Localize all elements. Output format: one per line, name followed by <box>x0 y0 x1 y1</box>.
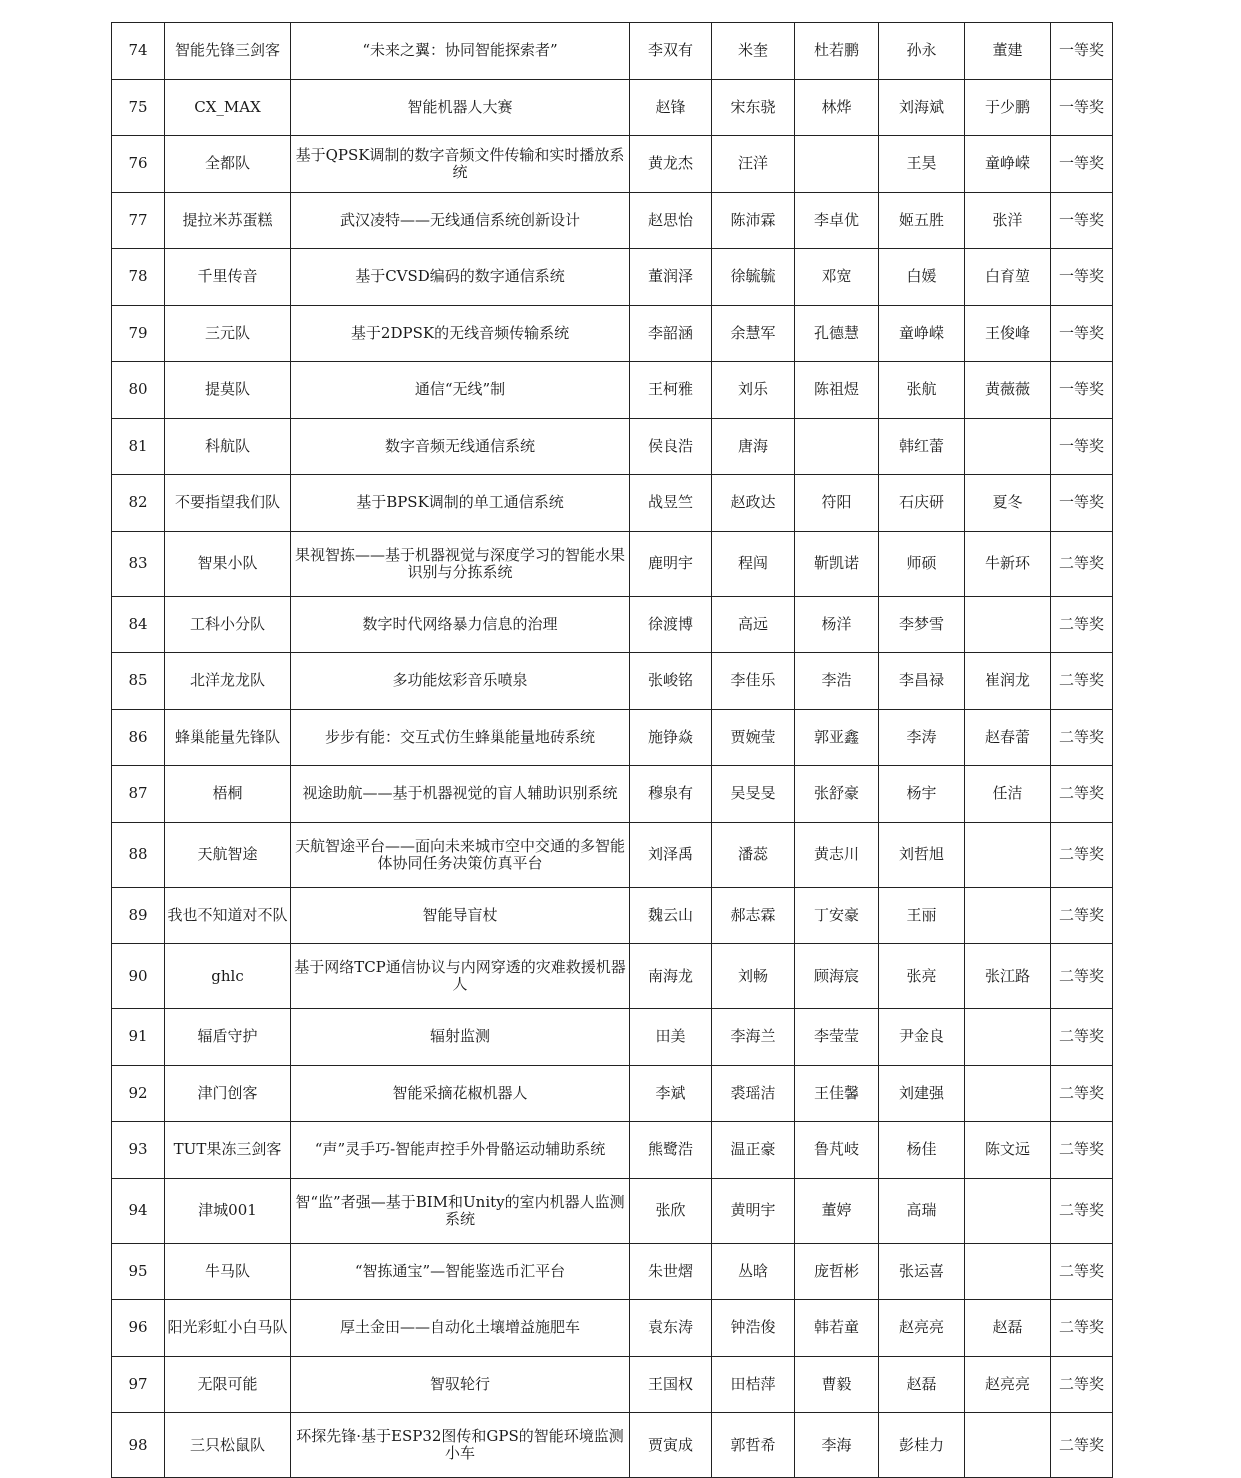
row-number: 90 <box>112 944 165 1009</box>
table-row <box>112 1413 1113 1478</box>
member-1: 王国权 <box>630 1356 712 1413</box>
row-number: 82 <box>112 475 165 532</box>
award-level: 一等奖 <box>1051 418 1113 475</box>
team-name: 提莫队 <box>165 362 291 419</box>
team-name: 全都队 <box>165 136 291 193</box>
team-name: 三元队 <box>165 305 291 362</box>
award-level: 一等奖 <box>1051 249 1113 306</box>
row-number: 88 <box>112 822 165 887</box>
member-2: 郝志霖 <box>712 887 795 944</box>
member-1: 王柯雅 <box>630 362 712 419</box>
table-row <box>112 1243 1113 1300</box>
row-number: 97 <box>112 1356 165 1413</box>
member-1: 南海龙 <box>630 944 712 1009</box>
member-5: 黄薇薇 <box>965 362 1051 419</box>
member-1: 熊鹭浩 <box>630 1122 712 1179</box>
member-1: 施铮焱 <box>630 709 712 766</box>
member-1: 徐渡博 <box>630 596 712 653</box>
member-2: 潘蕊 <box>712 822 795 887</box>
member-4: 王丽 <box>879 887 965 944</box>
row-number: 93 <box>112 1122 165 1179</box>
team-name: 工科小分队 <box>165 596 291 653</box>
row-number: 77 <box>112 192 165 249</box>
award-level: 二等奖 <box>1051 1178 1113 1243</box>
row-number: 87 <box>112 766 165 823</box>
project-title: 武汉凌特——无线通信系统创新设计 <box>291 192 630 249</box>
award-level: 二等奖 <box>1051 1009 1113 1066</box>
member-3: 林烨 <box>795 79 879 136</box>
member-5: 任洁 <box>965 766 1051 823</box>
row-number: 79 <box>112 305 165 362</box>
team-name: CX_MAX <box>165 79 291 136</box>
member-1: 朱世熠 <box>630 1243 712 1300</box>
member-2: 宋东骁 <box>712 79 795 136</box>
member-3: 李海 <box>795 1413 879 1478</box>
row-number: 76 <box>112 136 165 193</box>
member-3: 黄志川 <box>795 822 879 887</box>
member-5: 牛新环 <box>965 531 1051 596</box>
award-level: 二等奖 <box>1051 766 1113 823</box>
project-title: 智能导盲杖 <box>291 887 630 944</box>
member-3 <box>795 418 879 475</box>
award-level: 二等奖 <box>1051 531 1113 596</box>
member-5: 童峥嵘 <box>965 136 1051 193</box>
project-title: 数字音频无线通信系统 <box>291 418 630 475</box>
member-5 <box>965 822 1051 887</box>
member-2: 裘瑶洁 <box>712 1065 795 1122</box>
team-name: 智果小队 <box>165 531 291 596</box>
member-4: 张运喜 <box>879 1243 965 1300</box>
member-4: 李梦雪 <box>879 596 965 653</box>
member-2: 唐海 <box>712 418 795 475</box>
project-title: 基于QPSK调制的数字音频文件传输和实时播放系统 <box>291 136 630 193</box>
member-2: 贾婉莹 <box>712 709 795 766</box>
member-2: 温正豪 <box>712 1122 795 1179</box>
member-2: 汪洋 <box>712 136 795 193</box>
team-name: 蜂巢能量先锋队 <box>165 709 291 766</box>
member-4: 孙永 <box>879 23 965 80</box>
award-level: 一等奖 <box>1051 23 1113 80</box>
member-2: 程闯 <box>712 531 795 596</box>
member-2: 钟浩俊 <box>712 1300 795 1357</box>
member-4: 张亮 <box>879 944 965 1009</box>
project-title: “声”灵手巧-智能声控手外骨骼运动辅助系统 <box>291 1122 630 1179</box>
table-row <box>112 1178 1113 1243</box>
member-3: 杨洋 <box>795 596 879 653</box>
member-4: 赵亮亮 <box>879 1300 965 1357</box>
member-3: 杜若鹏 <box>795 23 879 80</box>
member-1: 黄龙杰 <box>630 136 712 193</box>
team-name: 阳光彩虹小白马队 <box>165 1300 291 1357</box>
award-level: 二等奖 <box>1051 1122 1113 1179</box>
table-row <box>112 1122 1113 1179</box>
project-title: 多功能炫彩音乐喷泉 <box>291 653 630 710</box>
row-number: 89 <box>112 887 165 944</box>
project-title: 厚土金田——自动化土壤增益施肥车 <box>291 1300 630 1357</box>
row-number: 81 <box>112 418 165 475</box>
member-5: 于少鹏 <box>965 79 1051 136</box>
member-3: 鲁芃岐 <box>795 1122 879 1179</box>
member-3: 郭亚鑫 <box>795 709 879 766</box>
member-2: 陈沛霖 <box>712 192 795 249</box>
row-number: 80 <box>112 362 165 419</box>
member-2: 余慧军 <box>712 305 795 362</box>
row-number: 91 <box>112 1009 165 1066</box>
member-3: 李卓优 <box>795 192 879 249</box>
row-number: 74 <box>112 23 165 80</box>
team-name: 天航智途 <box>165 822 291 887</box>
member-2: 赵政达 <box>712 475 795 532</box>
table-row <box>112 305 1113 362</box>
member-3: 王佳馨 <box>795 1065 879 1122</box>
member-2: 刘乐 <box>712 362 795 419</box>
table-row <box>112 887 1113 944</box>
project-title: 智能机器人大赛 <box>291 79 630 136</box>
project-title: “未来之翼：协同智能探索者” <box>291 23 630 80</box>
project-title: 视途助航——基于机器视觉的盲人辅助识别系统 <box>291 766 630 823</box>
member-2: 黄明宇 <box>712 1178 795 1243</box>
member-4: 刘哲旭 <box>879 822 965 887</box>
member-1: 鹿明宇 <box>630 531 712 596</box>
member-4: 高瑞 <box>879 1178 965 1243</box>
member-5 <box>965 418 1051 475</box>
table-row <box>112 596 1113 653</box>
table-row <box>112 79 1113 136</box>
award-level: 二等奖 <box>1051 653 1113 710</box>
member-1: 贾寅成 <box>630 1413 712 1478</box>
table-row <box>112 475 1113 532</box>
member-5 <box>965 1243 1051 1300</box>
award-level: 二等奖 <box>1051 709 1113 766</box>
project-title: 智驭轮行 <box>291 1356 630 1413</box>
member-1: 赵锋 <box>630 79 712 136</box>
member-4: 杨宇 <box>879 766 965 823</box>
team-name: 津城001 <box>165 1178 291 1243</box>
member-5 <box>965 1065 1051 1122</box>
member-4: 张航 <box>879 362 965 419</box>
table-row <box>112 944 1113 1009</box>
project-title: 步步有能：交互式仿生蜂巢能量地砖系统 <box>291 709 630 766</box>
award-level: 二等奖 <box>1051 1300 1113 1357</box>
award-level: 一等奖 <box>1051 475 1113 532</box>
member-1: 李斌 <box>630 1065 712 1122</box>
award-level: 一等奖 <box>1051 136 1113 193</box>
team-name: ghlc <box>165 944 291 1009</box>
member-4: 彭桂力 <box>879 1413 965 1478</box>
table-row <box>112 1300 1113 1357</box>
member-5: 王俊峰 <box>965 305 1051 362</box>
member-3 <box>795 136 879 193</box>
team-name: 梧桐 <box>165 766 291 823</box>
member-5: 赵春蕾 <box>965 709 1051 766</box>
member-3: 孔德慧 <box>795 305 879 362</box>
award-level: 二等奖 <box>1051 1243 1113 1300</box>
member-1: 赵思怡 <box>630 192 712 249</box>
member-3: 顾海宸 <box>795 944 879 1009</box>
member-4: 刘海斌 <box>879 79 965 136</box>
award-level: 二等奖 <box>1051 1413 1113 1478</box>
row-number: 98 <box>112 1413 165 1478</box>
member-3: 陈祖煜 <box>795 362 879 419</box>
member-1: 侯良浩 <box>630 418 712 475</box>
team-name: 北洋龙龙队 <box>165 653 291 710</box>
member-2: 吴旻旻 <box>712 766 795 823</box>
member-1: 李双有 <box>630 23 712 80</box>
member-4: 王昊 <box>879 136 965 193</box>
table-row <box>112 766 1113 823</box>
member-2: 米奎 <box>712 23 795 80</box>
project-title: 通信“无线”制 <box>291 362 630 419</box>
member-1: 战昱竺 <box>630 475 712 532</box>
award-level: 二等奖 <box>1051 822 1113 887</box>
project-title: 智“监”者强—基于BIM和Unity的室内机器人监测系统 <box>291 1178 630 1243</box>
award-level: 一等奖 <box>1051 305 1113 362</box>
member-3: 丁安豪 <box>795 887 879 944</box>
member-4: 石庆研 <box>879 475 965 532</box>
project-title: 天航智途平台——面向未来城市空中交通的多智能体协同任务决策仿真平台 <box>291 822 630 887</box>
award-table <box>111 22 1113 1478</box>
table-row <box>112 653 1113 710</box>
member-3: 张舒豪 <box>795 766 879 823</box>
award-level: 一等奖 <box>1051 79 1113 136</box>
member-2: 李海兰 <box>712 1009 795 1066</box>
member-5: 赵磊 <box>965 1300 1051 1357</box>
table-row <box>112 362 1113 419</box>
project-title: “智拣通宝”—智能鉴选币汇平台 <box>291 1243 630 1300</box>
member-4: 韩红蕾 <box>879 418 965 475</box>
project-title: 基于2DPSK的无线音频传输系统 <box>291 305 630 362</box>
project-title: 基于CVSD编码的数字通信系统 <box>291 249 630 306</box>
team-name: 三只松鼠队 <box>165 1413 291 1478</box>
team-name: 智能先锋三剑客 <box>165 23 291 80</box>
row-number: 84 <box>112 596 165 653</box>
award-level: 二等奖 <box>1051 596 1113 653</box>
row-number: 85 <box>112 653 165 710</box>
member-5 <box>965 596 1051 653</box>
award-level: 二等奖 <box>1051 887 1113 944</box>
row-number: 94 <box>112 1178 165 1243</box>
award-level: 一等奖 <box>1051 192 1113 249</box>
row-number: 78 <box>112 249 165 306</box>
member-4: 白媛 <box>879 249 965 306</box>
member-2: 丛晗 <box>712 1243 795 1300</box>
project-title: 辐射监测 <box>291 1009 630 1066</box>
team-name: 无限可能 <box>165 1356 291 1413</box>
award-level: 二等奖 <box>1051 1065 1113 1122</box>
team-name: 不要指望我们队 <box>165 475 291 532</box>
member-2: 高远 <box>712 596 795 653</box>
award-level: 二等奖 <box>1051 944 1113 1009</box>
project-title: 果视智拣——基于机器视觉与深度学习的智能水果识别与分拣系统 <box>291 531 630 596</box>
member-4: 李涛 <box>879 709 965 766</box>
award-level: 一等奖 <box>1051 362 1113 419</box>
table-row <box>112 418 1113 475</box>
table-row <box>112 1356 1113 1413</box>
table-row <box>112 136 1113 193</box>
project-title: 基于BPSK调制的单工通信系统 <box>291 475 630 532</box>
member-1: 魏云山 <box>630 887 712 944</box>
member-1: 张欣 <box>630 1178 712 1243</box>
member-5: 董建 <box>965 23 1051 80</box>
member-4: 尹金良 <box>879 1009 965 1066</box>
member-4: 杨佳 <box>879 1122 965 1179</box>
member-5 <box>965 1178 1051 1243</box>
table-row <box>112 1065 1113 1122</box>
member-4: 刘建强 <box>879 1065 965 1122</box>
member-5: 张洋 <box>965 192 1051 249</box>
team-name: 辐盾守护 <box>165 1009 291 1066</box>
member-5 <box>965 887 1051 944</box>
member-3: 符阳 <box>795 475 879 532</box>
row-number: 96 <box>112 1300 165 1357</box>
member-5 <box>965 1413 1051 1478</box>
project-title: 基于网络TCP通信协议与内网穿透的灾难救援机器人 <box>291 944 630 1009</box>
member-4: 童峥嵘 <box>879 305 965 362</box>
member-3: 庞哲彬 <box>795 1243 879 1300</box>
member-2: 田桔萍 <box>712 1356 795 1413</box>
member-5: 崔润龙 <box>965 653 1051 710</box>
member-5: 夏冬 <box>965 475 1051 532</box>
row-number: 86 <box>112 709 165 766</box>
project-title: 数字时代网络暴力信息的治理 <box>291 596 630 653</box>
member-3: 曹毅 <box>795 1356 879 1413</box>
team-name: 牛马队 <box>165 1243 291 1300</box>
member-3: 邓宽 <box>795 249 879 306</box>
project-title: 环探先锋·基于ESP32图传和GPS的智能环境监测小车 <box>291 1413 630 1478</box>
member-5: 白育堃 <box>965 249 1051 306</box>
member-3: 董婷 <box>795 1178 879 1243</box>
table-body <box>112 23 1113 1478</box>
member-4: 师硕 <box>879 531 965 596</box>
table-row <box>112 249 1113 306</box>
member-1: 田美 <box>630 1009 712 1066</box>
team-name: 科航队 <box>165 418 291 475</box>
team-name: 提拉米苏蛋糕 <box>165 192 291 249</box>
table-row <box>112 23 1113 80</box>
team-name: 津门创客 <box>165 1065 291 1122</box>
table-row <box>112 709 1113 766</box>
member-4: 李昌禄 <box>879 653 965 710</box>
member-5 <box>965 1009 1051 1066</box>
table-row <box>112 531 1113 596</box>
row-number: 83 <box>112 531 165 596</box>
member-2: 刘畅 <box>712 944 795 1009</box>
member-4: 赵磊 <box>879 1356 965 1413</box>
member-1: 刘泽禹 <box>630 822 712 887</box>
member-2: 李佳乐 <box>712 653 795 710</box>
member-3: 靳凯诺 <box>795 531 879 596</box>
table-row <box>112 822 1113 887</box>
member-1: 穆泉有 <box>630 766 712 823</box>
row-number: 95 <box>112 1243 165 1300</box>
member-5: 赵亮亮 <box>965 1356 1051 1413</box>
team-name: TUT果冻三剑客 <box>165 1122 291 1179</box>
award-level: 二等奖 <box>1051 1356 1113 1413</box>
member-1: 张峻铭 <box>630 653 712 710</box>
row-number: 75 <box>112 79 165 136</box>
member-4: 姬五胜 <box>879 192 965 249</box>
member-5: 陈文远 <box>965 1122 1051 1179</box>
table-row <box>112 1009 1113 1066</box>
member-3: 李莹莹 <box>795 1009 879 1066</box>
team-name: 千里传音 <box>165 249 291 306</box>
team-name: 我也不知道对不队 <box>165 887 291 944</box>
member-2: 郭哲希 <box>712 1413 795 1478</box>
member-1: 袁东涛 <box>630 1300 712 1357</box>
member-3: 韩若童 <box>795 1300 879 1357</box>
table-row <box>112 192 1113 249</box>
member-3: 李浩 <box>795 653 879 710</box>
member-5: 张江路 <box>965 944 1051 1009</box>
member-2: 徐毓毓 <box>712 249 795 306</box>
member-1: 李韶涵 <box>630 305 712 362</box>
row-number: 92 <box>112 1065 165 1122</box>
project-title: 智能采摘花椒机器人 <box>291 1065 630 1122</box>
member-1: 董润泽 <box>630 249 712 306</box>
